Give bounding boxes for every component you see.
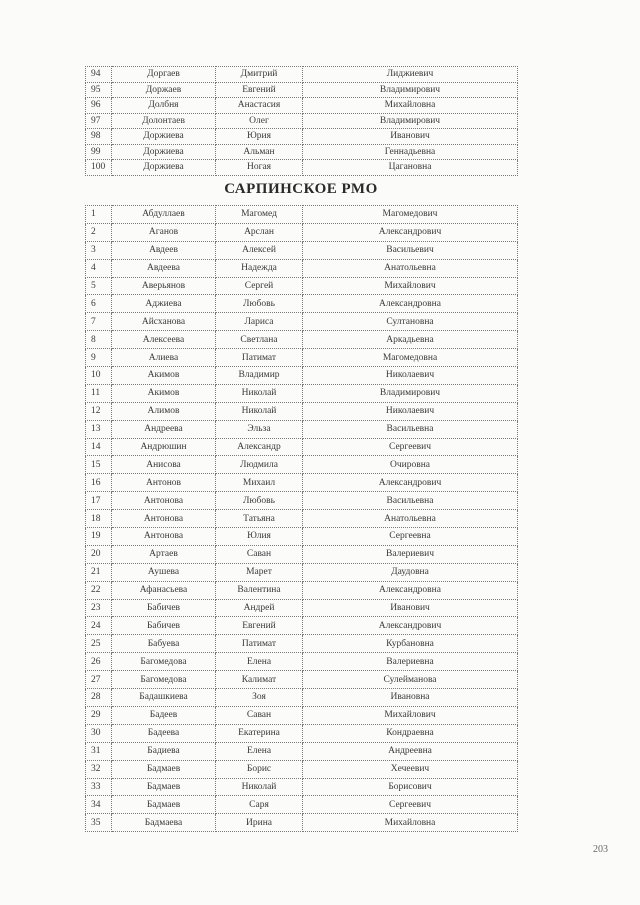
- table-row: [86, 295, 518, 313]
- patronymic-cell: Николаевич: [303, 402, 518, 420]
- row-number: 18: [86, 510, 112, 528]
- table-row: [86, 277, 518, 295]
- given-name-cell: Николай: [216, 402, 303, 420]
- patronymic-cell: Цагановна: [303, 160, 518, 176]
- row-number: 22: [86, 581, 112, 599]
- table-row: [86, 241, 518, 259]
- page-number: 203: [593, 844, 608, 855]
- table-row: [86, 671, 518, 689]
- row-number: 20: [86, 545, 112, 563]
- given-name-cell: Николай: [216, 384, 303, 402]
- row-number: 27: [86, 671, 112, 689]
- patronymic-cell: Ивановна: [303, 689, 518, 707]
- row-number: 13: [86, 420, 112, 438]
- surname-cell: Абдуллаев: [112, 206, 216, 224]
- table-row: [86, 206, 518, 224]
- table-row: [86, 742, 518, 760]
- patronymic-cell: Валериевич: [303, 545, 518, 563]
- continued-list-table: [85, 66, 518, 176]
- surname-cell: Аушева: [112, 563, 216, 581]
- surname-cell: Авдеев: [112, 241, 216, 259]
- surname-cell: Айсханова: [112, 313, 216, 331]
- table-row: [86, 367, 518, 385]
- table-row: [86, 796, 518, 814]
- given-name-cell: Татьяна: [216, 510, 303, 528]
- given-name-cell: Екатерина: [216, 724, 303, 742]
- table-row: [86, 82, 518, 98]
- patronymic-cell: Михайловна: [303, 98, 518, 114]
- surname-cell: Авдеева: [112, 259, 216, 277]
- surname-cell: Анисова: [112, 456, 216, 474]
- patronymic-cell: Николаевич: [303, 367, 518, 385]
- row-number: 3: [86, 241, 112, 259]
- table-row: [86, 331, 518, 349]
- patronymic-cell: Васильевна: [303, 420, 518, 438]
- row-number: 24: [86, 617, 112, 635]
- patronymic-cell: Аркадьевна: [303, 331, 518, 349]
- table-row: [86, 456, 518, 474]
- given-name-cell: Саван: [216, 545, 303, 563]
- table-row: [86, 492, 518, 510]
- row-number: 97: [86, 113, 112, 129]
- surname-cell: Антонов: [112, 474, 216, 492]
- table-row: [86, 259, 518, 277]
- given-name-cell: Светлана: [216, 331, 303, 349]
- row-number: 35: [86, 814, 112, 832]
- surname-cell: Акимов: [112, 367, 216, 385]
- table-row: [86, 528, 518, 546]
- given-name-cell: Людмила: [216, 456, 303, 474]
- given-name-cell: Любовь: [216, 295, 303, 313]
- given-name-cell: Магомед: [216, 206, 303, 224]
- table-row: [86, 384, 518, 402]
- table-row: [86, 760, 518, 778]
- given-name-cell: Юлия: [216, 528, 303, 546]
- row-number: 26: [86, 653, 112, 671]
- patronymic-cell: Александрович: [303, 617, 518, 635]
- table-row: [86, 689, 518, 707]
- given-name-cell: Андрей: [216, 599, 303, 617]
- surname-cell: Бадмаева: [112, 814, 216, 832]
- given-name-cell: Валентина: [216, 581, 303, 599]
- patronymic-cell: Владимирович: [303, 82, 518, 98]
- surname-cell: Багомедова: [112, 653, 216, 671]
- table-row: [86, 98, 518, 114]
- patronymic-cell: Сергеевич: [303, 796, 518, 814]
- table-row: [86, 778, 518, 796]
- patronymic-cell: Александровна: [303, 581, 518, 599]
- row-number: 31: [86, 742, 112, 760]
- row-number: 19: [86, 528, 112, 546]
- given-name-cell: Ногая: [216, 160, 303, 176]
- table-row: [86, 653, 518, 671]
- given-name-cell: Елена: [216, 653, 303, 671]
- patronymic-cell: Кондраевна: [303, 724, 518, 742]
- surname-cell: Доргаев: [112, 67, 216, 83]
- patronymic-cell: Борисович: [303, 778, 518, 796]
- row-number: 9: [86, 349, 112, 367]
- row-number: 4: [86, 259, 112, 277]
- surname-cell: Афанасьева: [112, 581, 216, 599]
- surname-cell: Аверьянов: [112, 277, 216, 295]
- patronymic-cell: Геннадьевна: [303, 144, 518, 160]
- surname-cell: Бабуева: [112, 635, 216, 653]
- row-number: 100: [86, 160, 112, 176]
- table-row: [86, 349, 518, 367]
- row-number: 7: [86, 313, 112, 331]
- patronymic-cell: Курбановна: [303, 635, 518, 653]
- given-name-cell: Михаил: [216, 474, 303, 492]
- surname-cell: Антонова: [112, 510, 216, 528]
- row-number: 30: [86, 724, 112, 742]
- given-name-cell: Ирина: [216, 814, 303, 832]
- row-number: 96: [86, 98, 112, 114]
- row-number: 29: [86, 706, 112, 724]
- surname-cell: Алексеева: [112, 331, 216, 349]
- patronymic-cell: Магомедовна: [303, 349, 518, 367]
- patronymic-cell: Сергеевич: [303, 438, 518, 456]
- surname-cell: Бадмаев: [112, 760, 216, 778]
- row-number: 15: [86, 456, 112, 474]
- surname-cell: Алимов: [112, 402, 216, 420]
- row-number: 10: [86, 367, 112, 385]
- patronymic-cell: Михайловна: [303, 814, 518, 832]
- patronymic-cell: Иванович: [303, 599, 518, 617]
- row-number: 11: [86, 384, 112, 402]
- surname-cell: Бадиева: [112, 742, 216, 760]
- given-name-cell: Дмитрий: [216, 67, 303, 83]
- given-name-cell: Сергей: [216, 277, 303, 295]
- table-row: [86, 814, 518, 832]
- given-name-cell: Олег: [216, 113, 303, 129]
- patronymic-cell: Очировна: [303, 456, 518, 474]
- patronymic-cell: Анатольевна: [303, 510, 518, 528]
- patronymic-cell: Валериевна: [303, 653, 518, 671]
- row-number: 16: [86, 474, 112, 492]
- given-name-cell: Калимат: [216, 671, 303, 689]
- surname-cell: Долбня: [112, 98, 216, 114]
- row-number: 2: [86, 223, 112, 241]
- given-name-cell: Эльза: [216, 420, 303, 438]
- given-name-cell: Елена: [216, 742, 303, 760]
- given-name-cell: Юрия: [216, 129, 303, 145]
- surname-cell: Доржиева: [112, 160, 216, 176]
- patronymic-cell: Анатольевна: [303, 259, 518, 277]
- surname-cell: Бабичев: [112, 599, 216, 617]
- table-row: [86, 581, 518, 599]
- given-name-cell: Любовь: [216, 492, 303, 510]
- row-number: 25: [86, 635, 112, 653]
- row-number: 99: [86, 144, 112, 160]
- given-name-cell: Анастасия: [216, 98, 303, 114]
- surname-cell: Акимов: [112, 384, 216, 402]
- table-row: [86, 474, 518, 492]
- given-name-cell: Борис: [216, 760, 303, 778]
- given-name-cell: Владимир: [216, 367, 303, 385]
- patronymic-cell: Владимирович: [303, 384, 518, 402]
- patronymic-cell: Михайлович: [303, 706, 518, 724]
- patronymic-cell: Сулейманова: [303, 671, 518, 689]
- row-number: 8: [86, 331, 112, 349]
- given-name-cell: Евгений: [216, 82, 303, 98]
- patronymic-cell: Михайлович: [303, 277, 518, 295]
- surname-cell: Доржиева: [112, 144, 216, 160]
- surname-cell: Бадеева: [112, 724, 216, 742]
- row-number: 32: [86, 760, 112, 778]
- patronymic-cell: Васильевна: [303, 492, 518, 510]
- table-row: [86, 545, 518, 563]
- patronymic-cell: Васильевич: [303, 241, 518, 259]
- section-list-table: [85, 205, 518, 832]
- surname-cell: Артаев: [112, 545, 216, 563]
- row-number: 6: [86, 295, 112, 313]
- row-number: 34: [86, 796, 112, 814]
- surname-cell: Аганов: [112, 223, 216, 241]
- table-row: [86, 223, 518, 241]
- table-row: [86, 67, 518, 83]
- given-name-cell: Арслан: [216, 223, 303, 241]
- given-name-cell: Алексей: [216, 241, 303, 259]
- patronymic-cell: Султановна: [303, 313, 518, 331]
- row-number: 23: [86, 599, 112, 617]
- given-name-cell: Александр: [216, 438, 303, 456]
- surname-cell: Бадмаев: [112, 796, 216, 814]
- surname-cell: Багомедова: [112, 671, 216, 689]
- row-number: 14: [86, 438, 112, 456]
- given-name-cell: Марет: [216, 563, 303, 581]
- section-title: САРПИНСКОЕ РМО: [224, 181, 378, 197]
- patronymic-cell: Даудовна: [303, 563, 518, 581]
- surname-cell: Бабичев: [112, 617, 216, 635]
- surname-cell: Андреева: [112, 420, 216, 438]
- surname-cell: Доржаев: [112, 82, 216, 98]
- table-row: [86, 313, 518, 331]
- given-name-cell: Саря: [216, 796, 303, 814]
- row-number: 5: [86, 277, 112, 295]
- row-number: 12: [86, 402, 112, 420]
- surname-cell: Андрюшин: [112, 438, 216, 456]
- patronymic-cell: Хечеевич: [303, 760, 518, 778]
- given-name-cell: Патимат: [216, 635, 303, 653]
- given-name-cell: Лариса: [216, 313, 303, 331]
- table-row: [86, 706, 518, 724]
- surname-cell: Бадеев: [112, 706, 216, 724]
- table-row: [86, 402, 518, 420]
- given-name-cell: Евгений: [216, 617, 303, 635]
- table-row: [86, 563, 518, 581]
- table-row: [86, 129, 518, 145]
- row-number: 94: [86, 67, 112, 83]
- row-number: 98: [86, 129, 112, 145]
- table-row: [86, 510, 518, 528]
- patronymic-cell: Иванович: [303, 129, 518, 145]
- row-number: 17: [86, 492, 112, 510]
- surname-cell: Антонова: [112, 528, 216, 546]
- table-row: [86, 635, 518, 653]
- patronymic-cell: Владимирович: [303, 113, 518, 129]
- patronymic-cell: Андреевна: [303, 742, 518, 760]
- surname-cell: Бадашкиева: [112, 689, 216, 707]
- table-row: [86, 599, 518, 617]
- patronymic-cell: Александрович: [303, 223, 518, 241]
- table-row: [86, 438, 518, 456]
- surname-cell: Доржиева: [112, 129, 216, 145]
- surname-cell: Антонова: [112, 492, 216, 510]
- row-number: 95: [86, 82, 112, 98]
- row-number: 28: [86, 689, 112, 707]
- given-name-cell: Зоя: [216, 689, 303, 707]
- table-row: [86, 160, 518, 176]
- patronymic-cell: Сергеевна: [303, 528, 518, 546]
- table-row: [86, 420, 518, 438]
- table-row: [86, 113, 518, 129]
- surname-cell: Алиева: [112, 349, 216, 367]
- patronymic-cell: Александровна: [303, 295, 518, 313]
- row-number: 21: [86, 563, 112, 581]
- given-name-cell: Патимат: [216, 349, 303, 367]
- surname-cell: Бадмаев: [112, 778, 216, 796]
- given-name-cell: Николай: [216, 778, 303, 796]
- patronymic-cell: Лиджиевич: [303, 67, 518, 83]
- given-name-cell: Саван: [216, 706, 303, 724]
- surname-cell: Долонтаев: [112, 113, 216, 129]
- table-row: [86, 144, 518, 160]
- given-name-cell: Надежда: [216, 259, 303, 277]
- surname-cell: Аджиева: [112, 295, 216, 313]
- row-number: 33: [86, 778, 112, 796]
- table-row: [86, 617, 518, 635]
- patronymic-cell: Магомедович: [303, 206, 518, 224]
- given-name-cell: Альман: [216, 144, 303, 160]
- patronymic-cell: Александрович: [303, 474, 518, 492]
- row-number: 1: [86, 206, 112, 224]
- table-row: [86, 724, 518, 742]
